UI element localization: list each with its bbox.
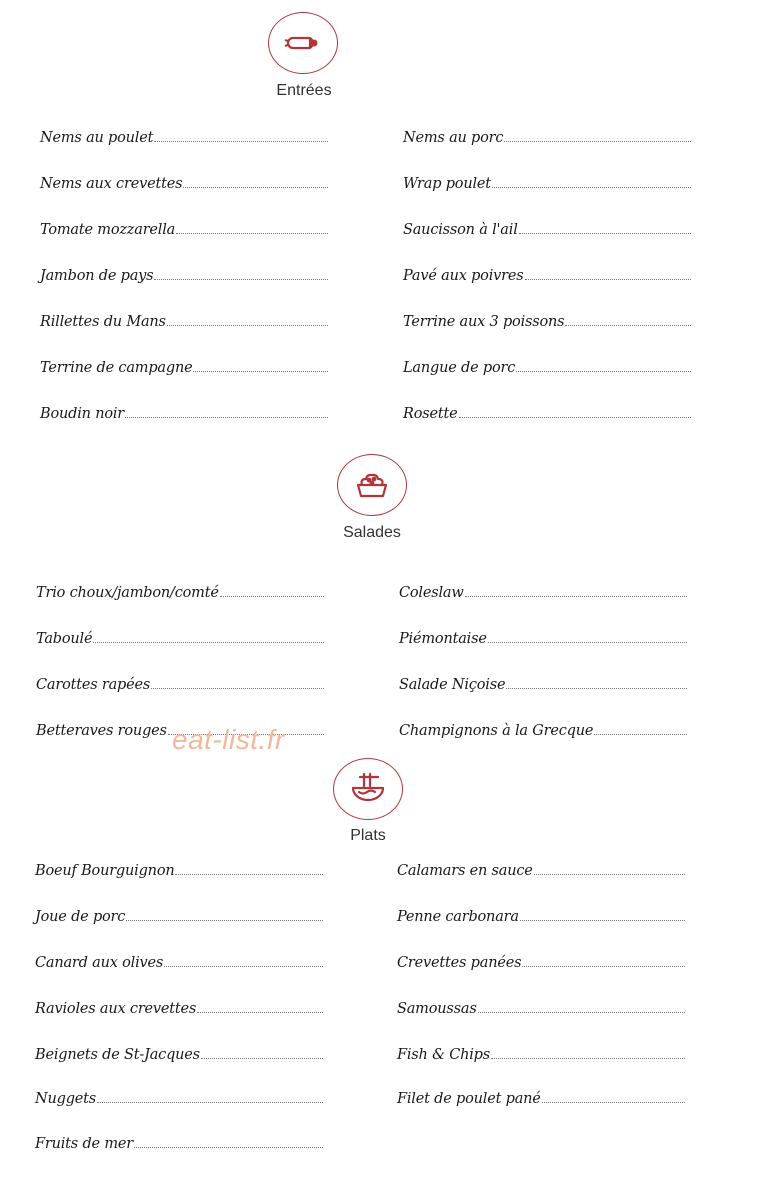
section-title-salades: Salades <box>343 524 401 541</box>
list-item: Fish & Chips <box>397 1043 685 1063</box>
list-item: Nems au porc <box>403 126 691 146</box>
list-item: Carottes rapées <box>36 673 324 693</box>
list-item: Filet de poulet pané <box>397 1087 685 1107</box>
list-item: Samoussas <box>397 997 685 1017</box>
list-item: Nuggets <box>35 1087 323 1107</box>
salad-bowl-icon <box>352 469 392 501</box>
entrees-icon-circle <box>268 12 338 74</box>
list-item: Champignons à la Grecque <box>399 719 687 739</box>
list-item: Betteraves rouges <box>36 719 324 739</box>
list-item: Saucisson à l'ail <box>403 218 691 238</box>
section-title-plats: Plats <box>350 827 386 844</box>
salades-icon-circle <box>337 454 407 516</box>
list-item: Tomate mozzarella <box>40 218 328 238</box>
list-item: Salade Niçoise <box>399 673 687 693</box>
list-item: Jambon de pays <box>40 264 328 284</box>
list-item: Terrine aux 3 poissons <box>403 310 691 330</box>
list-item: Rosette <box>403 402 691 422</box>
plats-icon-circle <box>333 758 403 820</box>
list-item: Calamars en sauce <box>397 859 685 879</box>
list-item: Langue de porc <box>403 356 691 376</box>
list-item: Beignets de St-Jacques <box>35 1043 323 1063</box>
list-item: Ravioles aux crevettes <box>35 997 323 1017</box>
list-item: Canard aux olives <box>35 951 323 971</box>
list-item: Nems aux crevettes <box>40 172 328 192</box>
list-item: Coleslaw <box>399 581 687 601</box>
list-item: Piémontaise <box>399 627 687 647</box>
list-item: Nems au poulet <box>40 126 328 146</box>
sausage-icon <box>283 28 323 58</box>
list-item: Pavé aux poivres <box>403 264 691 284</box>
list-item: Rillettes du Mans <box>40 310 328 330</box>
list-item: Joue de porc <box>35 905 323 925</box>
noodle-bowl-icon <box>348 771 388 807</box>
section-title-entrees: Entrées <box>276 82 332 99</box>
list-item: Crevettes panées <box>397 951 685 971</box>
list-item: Wrap poulet <box>403 172 691 192</box>
list-item: Terrine de campagne <box>40 356 328 376</box>
list-item: Boudin noir <box>40 402 328 422</box>
list-item: Boeuf Bourguignon <box>35 859 323 879</box>
list-item: Taboulé <box>36 627 324 647</box>
list-item: Penne carbonara <box>397 905 685 925</box>
list-item: Trio choux/jambon/comté <box>36 581 324 601</box>
list-item: Fruits de mer <box>35 1132 323 1152</box>
watermark: eat-list.fr <box>172 724 285 755</box>
